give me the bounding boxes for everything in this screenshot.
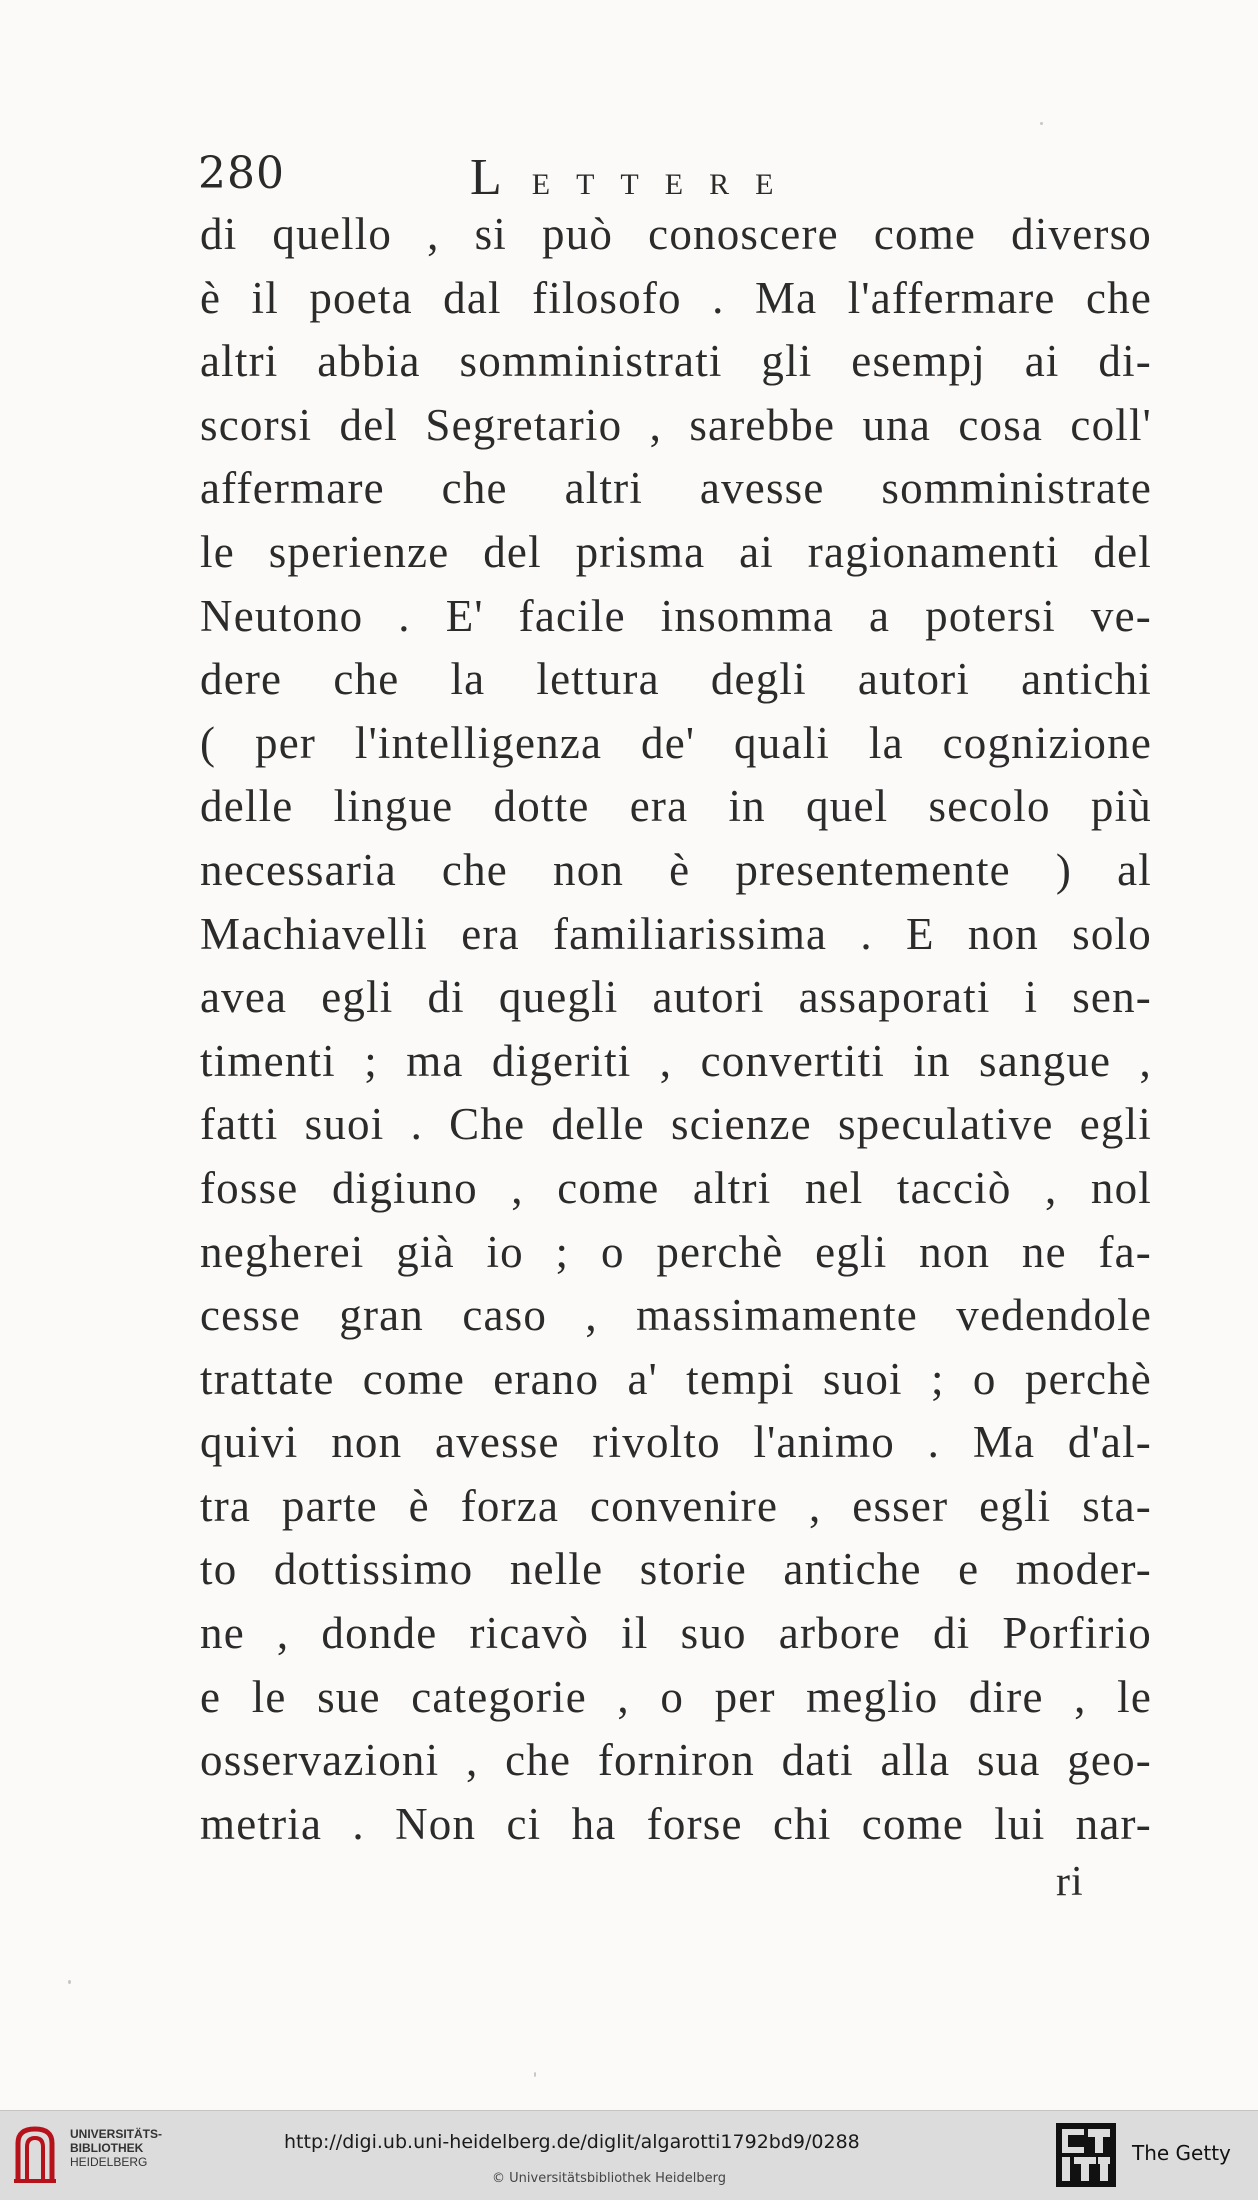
text-line: ( per l'intelligenza de' quali la cognizione	[200, 717, 1152, 768]
university-library-logo-icon	[12, 2125, 58, 2185]
running-title-letter: E	[531, 168, 551, 201]
text-line: le sperienze del prisma ai ragionamenti del	[200, 526, 1152, 577]
text-line: Machiavelli era familiarissima . E non solo	[200, 908, 1152, 959]
text-line: necessaria che non è presentemente ) al	[200, 844, 1152, 895]
text-line: di quello , si può conoscere come diverso	[200, 209, 1152, 259]
paper-speck	[68, 1980, 71, 1984]
copyright-notice: © Universitätsbibliothek Heidelberg	[492, 2171, 727, 2186]
library-name	[70, 2127, 162, 2169]
text-line: avea egli di quegli autori assaporati i sen-	[200, 972, 1152, 1023]
running-title-letter: R	[709, 168, 730, 201]
text-line: negherei già io ; o perchè egli non ne fa-	[200, 1226, 1152, 1277]
text-line: metria . Non ci ha forse chi come lui nar-	[200, 1798, 1152, 1849]
page-header	[198, 140, 918, 204]
library-name-line: BIBLIOTHEK	[70, 2141, 144, 2155]
running-title	[470, 148, 799, 207]
viewer-footer	[0, 2110, 1258, 2200]
text-line: quivi non avesse rivolto l'animo . Ma d'al-	[200, 1417, 1152, 1468]
text-line: dere che la lettura degli autori antichi	[200, 654, 1152, 705]
text-line: scorsi del Segretario , sarebbe una cosa coll'	[200, 399, 1152, 450]
text-line: tra parte è forza convenire , esser egli sta-	[200, 1480, 1152, 1531]
catchword: ri	[1056, 1859, 1084, 1905]
text-line: fosse digiuno , come altri nel tacciò , nol	[200, 1162, 1152, 1213]
text-line: e le sue categorie , o per meglio dire , le	[200, 1671, 1152, 1722]
running-title-initial: L	[470, 149, 502, 206]
partner-name: The Getty	[1132, 2141, 1231, 2165]
text-line: trattate come erano a' tempi suoi ; o perchè	[200, 1353, 1152, 1404]
text-line: to dottissimo nelle storie antiche e moder-	[200, 1544, 1152, 1595]
text-line: ne , donde ricavò il suo arbore di Porfirio	[200, 1608, 1152, 1659]
library-name-line: UNIVERSITÄTS-	[70, 2127, 163, 2141]
text-line: affermare che altri avesse somministrate	[200, 463, 1152, 514]
running-title-letter: E	[664, 168, 684, 201]
text-line: osservazioni , che forniron dati alla sua geo-	[200, 1735, 1152, 1786]
paper-speck	[1040, 122, 1043, 125]
text-line: Neutono . E' facile insomma a potersi ve-	[200, 590, 1152, 641]
running-title-letter: T	[576, 168, 595, 201]
library-name-line: HEIDELBERG	[70, 2155, 148, 2169]
body-text	[200, 203, 1156, 1856]
paper-speck	[534, 2072, 536, 2077]
getty-logo-icon	[1056, 2123, 1116, 2187]
page-number: 280	[198, 148, 285, 199]
permalink[interactable]: http://digi.ub.uni-heidelberg.de/diglit/algarotti1792bd9/0288	[284, 2131, 860, 2153]
running-title-letter: E	[755, 168, 774, 201]
running-title-letter: T	[620, 168, 639, 201]
text-line: cesse gran caso , massimamente vedendole	[200, 1290, 1152, 1341]
text-line: fatti suoi . Che delle scienze speculative egli	[200, 1099, 1152, 1150]
text-line: è il poeta dal filosofo . Ma l'affermare che	[200, 272, 1152, 323]
text-line: timenti ; ma digeriti , convertiti in sangue ,	[200, 1035, 1152, 1086]
text-line: delle lingue dotte era in quel secolo più	[200, 781, 1152, 832]
text-line: altri abbia somministrati gli esempj ai di-	[200, 336, 1152, 387]
